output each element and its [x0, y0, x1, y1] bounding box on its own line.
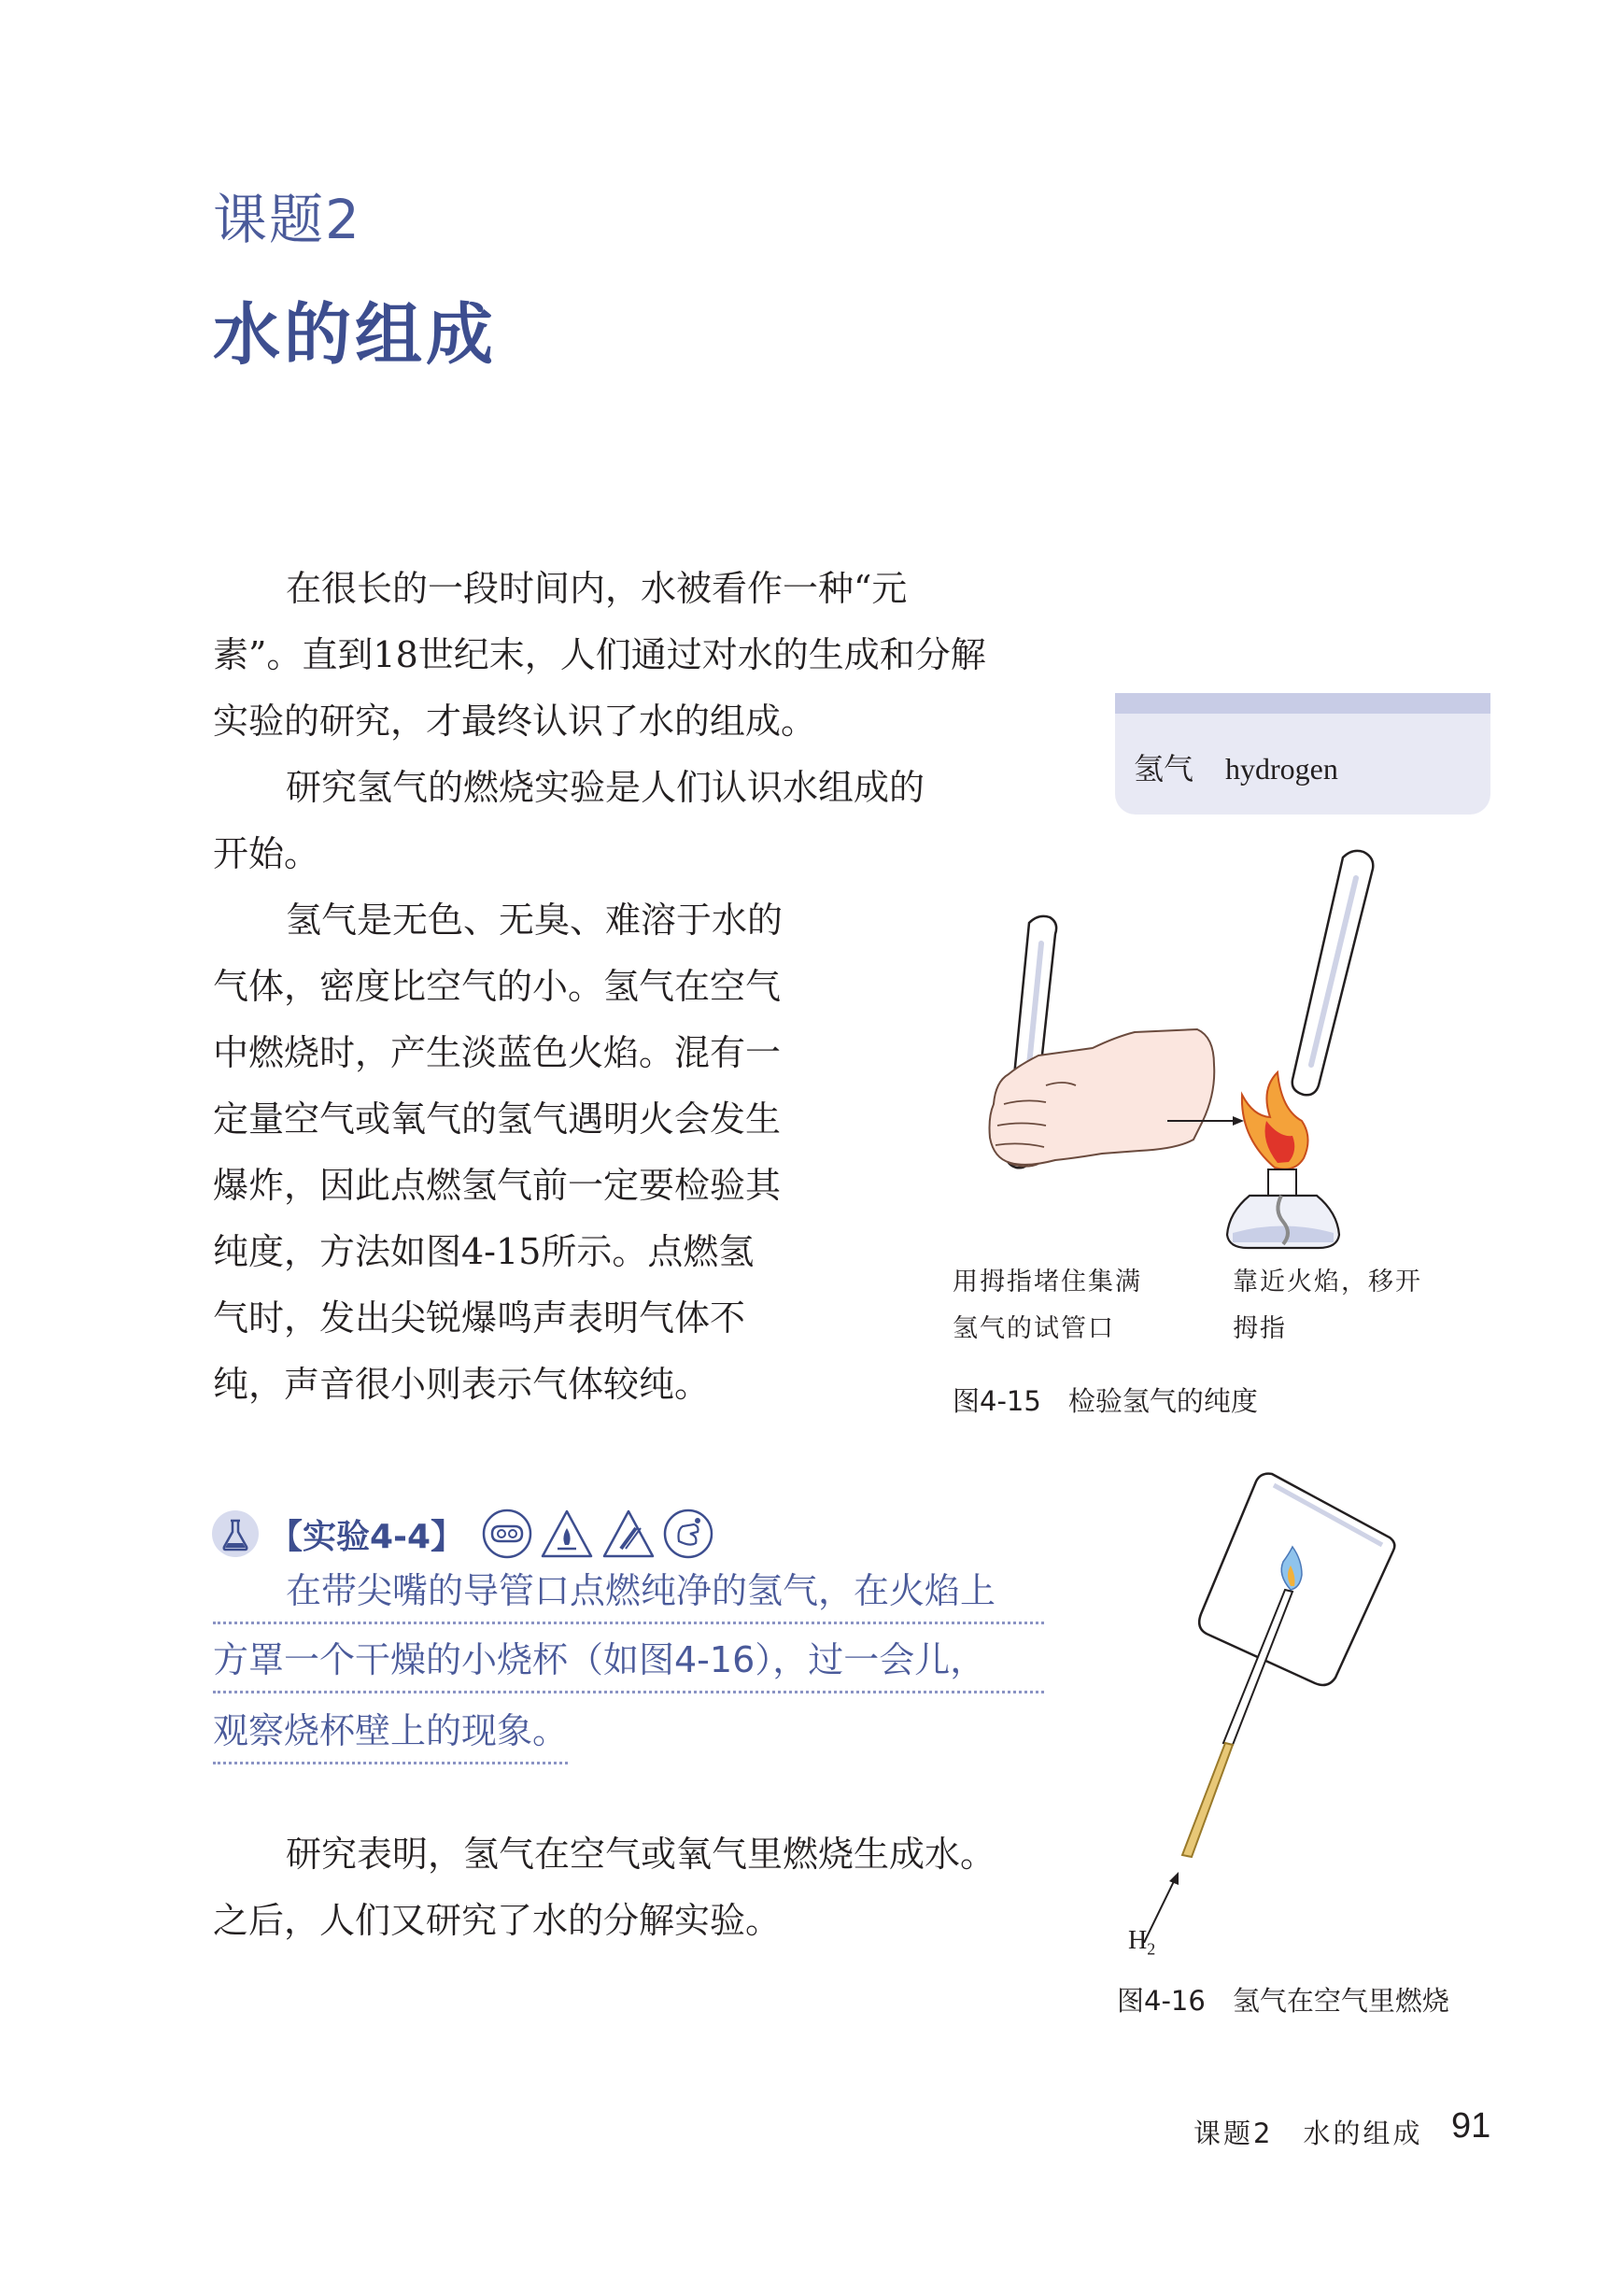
page-number: 91	[1451, 2106, 1491, 2146]
vocab-en: hydrogen	[1225, 752, 1338, 786]
flask-icon	[211, 1509, 260, 1558]
experiment-line: 观察烧杯壁上的现象。	[213, 1700, 568, 1764]
paragraph-hydrogen-properties	[213, 887, 815, 1418]
caption-line: 用拇指堵住集满	[953, 1268, 1142, 1296]
flame-warning-icon	[539, 1508, 595, 1560]
running-title: 课题2 水的组成	[1193, 2118, 1423, 2149]
text-line: 气体，密度比空气的小。氢气在空气	[213, 966, 782, 1007]
text-line: 纯，声音很小则表示气体较纯。	[213, 1364, 711, 1405]
gas-subscript: 2	[1147, 1939, 1156, 1959]
figure-4-15-right-caption	[1233, 1259, 1422, 1353]
heat-warning-icon	[600, 1508, 657, 1560]
caption-line: 拇指	[1233, 1314, 1287, 1343]
figure-4-15-illustration	[953, 841, 1513, 1252]
vocab-box	[1115, 693, 1490, 815]
text-line: 爆炸，因此点燃氢气前一定要检验其	[213, 1165, 782, 1206]
experiment-instructions	[213, 1560, 1044, 1769]
experiment-header	[211, 1506, 714, 1562]
vocab-entry	[1134, 745, 1338, 788]
gas-label	[1128, 1926, 1155, 1960]
text-line: 气时，发出尖锐爆鸣声表明气体不	[213, 1297, 746, 1339]
figure-4-15-caption: 图4-15 检验氢气的纯度	[953, 1385, 1258, 1417]
figure-4-16-illustration	[1093, 1457, 1401, 1943]
paragraph-conclusion	[213, 1821, 1049, 1954]
experiment-label: 【实验4-4】	[269, 1517, 465, 1556]
text-line: 纯度，方法如图4-15所示。点燃氢	[213, 1231, 755, 1272]
lesson-number: 课题2	[213, 188, 361, 251]
caption-line: 氢气的试管口	[953, 1314, 1115, 1343]
page-title: 水的组成	[213, 295, 498, 374]
vocab-box-header-bar	[1115, 693, 1490, 714]
text-line: 之后，人们又研究了水的分解实验。	[213, 1900, 782, 1941]
text-line: 定量空气或氧气的氢气遇明火会发生	[213, 1098, 782, 1140]
text-line: 中燃烧时，产生淡蓝色火焰。混有一	[213, 1032, 782, 1073]
text-line: 研究氢气的燃烧实验是人们认识水组成的	[286, 767, 925, 808]
hand-wash-icon	[662, 1508, 714, 1560]
goggles-icon	[481, 1508, 533, 1560]
figure-4-16-caption: 图4-16 氢气在空气里燃烧	[1117, 1985, 1449, 2017]
paragraph-intro	[213, 556, 1049, 755]
experiment-line: 在带尖嘴的导管口点燃纯净的氢气，在火焰上	[213, 1560, 1044, 1624]
alcohol-lamp-icon	[1227, 1169, 1339, 1248]
text-line: 在很长的一段时间内，水被看作一种“元	[286, 568, 908, 609]
text-line: 素”。直到18世纪末，人们通过对水的生成和分解	[213, 634, 986, 675]
paragraph-research	[213, 755, 1049, 887]
vocab-zh: 氢气	[1134, 751, 1194, 786]
figure-4-15-left-caption	[953, 1259, 1142, 1353]
experiment-line: 方罩一个干燥的小烧杯（如图4-16），过一会儿，	[213, 1629, 1044, 1693]
caption-line: 靠近火焰，移开	[1233, 1268, 1422, 1296]
text-line: 实验的研究，才最终认识了水的组成。	[213, 701, 817, 742]
text-line: 研究表明，氢气在空气或氧气里燃烧生成水。	[286, 1834, 996, 1875]
text-line: 开始。	[213, 833, 320, 874]
gas-symbol: H	[1128, 1926, 1148, 1955]
text-line: 氢气是无色、无臭、难溶于水的	[286, 900, 784, 941]
test-tube-right	[1292, 851, 1374, 1095]
